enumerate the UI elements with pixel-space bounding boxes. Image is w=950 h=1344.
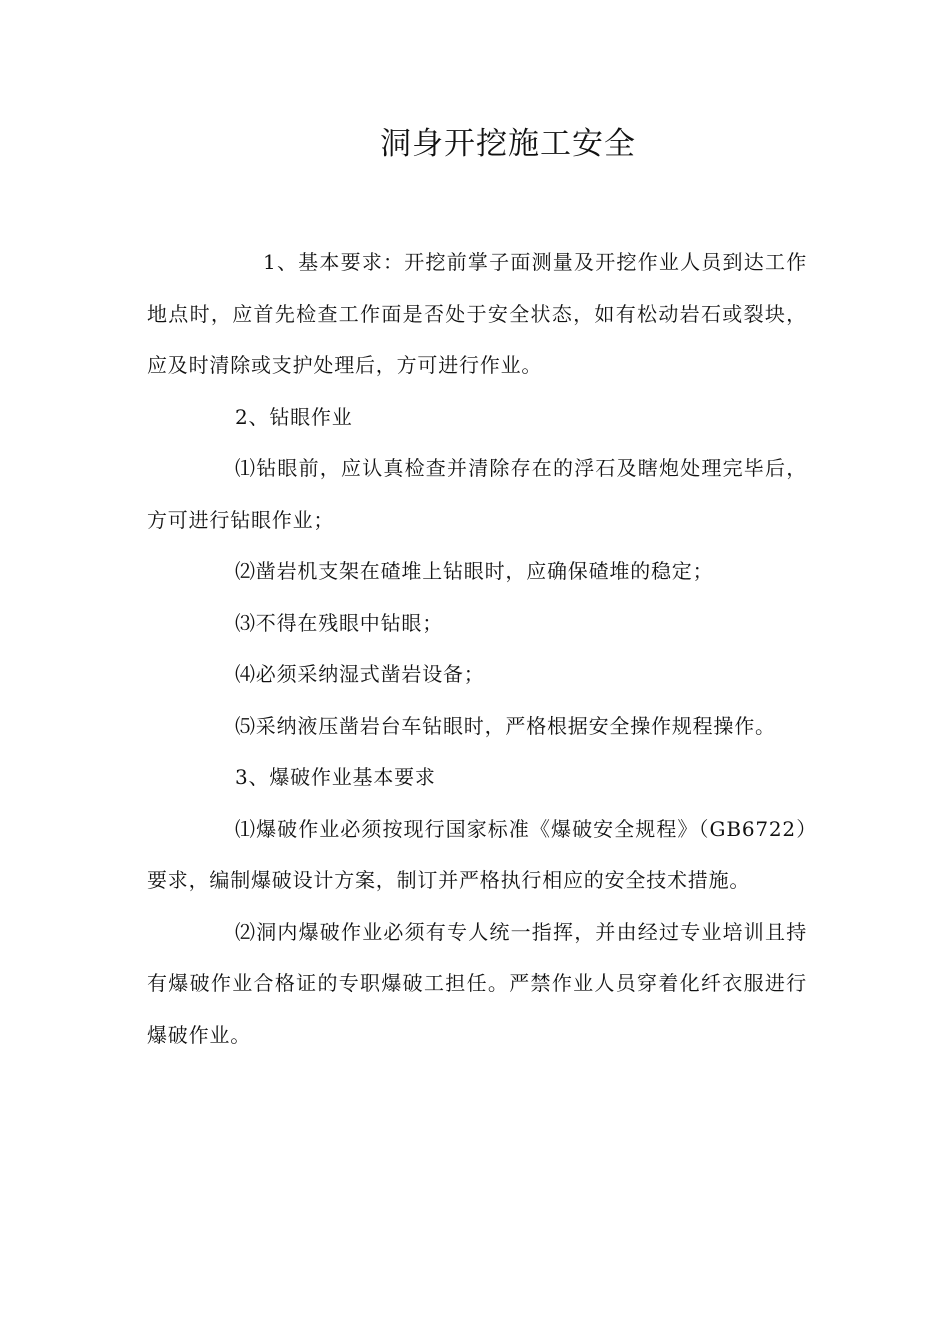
- list-item-drilling-2: ⑵凿岩机支架在碴堆上钻眼时，应确保碴堆的稳定；: [235, 559, 714, 583]
- list-item-blasting-1: ⑴爆破作业必须按现行国家标准《爆破安全规程》（GB6722）要求，编制爆破设计方案，制订并严格执行相应的安全技术措施。: [147, 816, 807, 892]
- list-item-drilling-3: ⑶不得在残眼中钻眼；: [235, 610, 443, 635]
- list-item-blasting-2: ⑵洞内爆破作业必须有专人统一指挥，并由经过专业培训且持有爆破作业合格证的专职爆破工担任。严禁作业人员穿着化纤衣服进行爆破作业。: [147, 919, 807, 1047]
- list-item-drilling-1: ⑴钻眼前，应认真检查并清除存在的浮石及瞎炮处理完毕后，方可进行钻眼作业；: [147, 456, 807, 532]
- list-item-drilling-4: ⑷必须采纳湿式凿岩设备；: [235, 662, 485, 686]
- section-heading-blasting: 3、爆破作业基本要求: [235, 765, 436, 789]
- list-item-drilling-5: ⑸采纳液压凿岩台车钻眼时，严格根据安全操作规程操作。: [235, 713, 776, 738]
- document-title: 洞身开挖施工安全: [380, 126, 636, 162]
- paragraph-basic-requirements: 1、基本要求：开挖前掌子面测量及开挖作业人员到达工作地点时，应首先检查工作面是否处于安全状态，如有松动岩石或裂块，应及时清除或支护处理后，方可进行作业。: [147, 250, 807, 377]
- document-body: [147, 237, 807, 1061]
- section-heading-drilling: 2、钻眼作业: [235, 404, 353, 429]
